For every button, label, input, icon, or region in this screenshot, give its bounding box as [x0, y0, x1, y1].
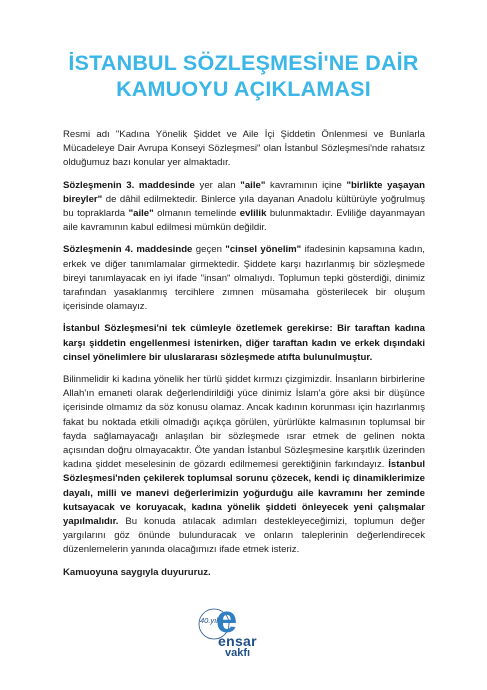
text: Bilinmelidir ki kadına yönelik her türlü şiddet kırmızı çizgimizdir. İnsanların birbirlerine Allah'ın emaneti olarak değerlendirildiği yüce dinimiz İslam'a göre aksi bir düşünce içerisinde olmamız da söz konusu olamaz. Ancak kadının korunması için hazırlanmış fakat bu noktada etkili olmadığı açıkça görülen, yürürlükte kalmasının toplumsal bir fayda sağlamayacağı anlaşılan bir sözleşmede ısrar etmek de gelinen nokta açısından doğru olmayacaktır. Öte yandan İstanbul Sözleşmesine karşıtlık üzerinden kadına şiddet meselesinin de gözardı edilmemesi gerektiğinin farkındayız.	[63, 374, 425, 471]
bold-text: "birlikte yaşayan bireyler"	[63, 179, 425, 205]
bold-text: Sözleşmenin 4. maddesinde	[63, 244, 193, 256]
page-title	[0, 50, 487, 102]
paragraph-intro: Resmi adı "Kadına Yönelik Şiddet ve Aile İçi Şiddetin Önlenmesi ve Bunlarla Mücadeleye Dair Avrupa Konseyi Sözleşmesi" olan İstanbul Sözleşmesi'nde rahatsız olduğumuz bazı konular yer almaktadır.	[63, 129, 425, 169]
text: ifadesinin kapsamına kadın, erkek ve diğer tanımlamalar girmektedir. Şiddete karşı hazırlanmış bir sözleşmede bireyi tanımlayacak en iyi ifade "insan" olmalıydı. Toplumun tepki gösterdiği, dinimiz tarafından yasaklanmış tercihlere zımnen müsamaha gösterilecek bir oluşum içerisinde olamayız.	[63, 244, 425, 313]
bold-text: "aile"	[240, 179, 266, 191]
logo-name: ensar	[218, 633, 257, 649]
ensar-vakfi-logo	[196, 599, 296, 666]
bold-text: "aile"	[128, 208, 154, 220]
statement-body	[63, 128, 425, 588]
text: yer alan	[194, 179, 241, 191]
title-line-1: İSTANBUL SÖZLEŞMESİ'NE DAİR	[68, 51, 419, 75]
bold-text: evlilik	[239, 208, 267, 220]
text: olmanın temelinde	[153, 208, 240, 220]
bold-text: "cinsel yönelim"	[225, 244, 302, 256]
bold-text: İstanbul Sözleşmesi'ni tek cümleyle özetlemek gerekirse: Bir taraftan kadına karşı şiddetin engellenmesi istenirken, diğer taraftan kadın ve erkek dışındaki cinsel yönelimlere bir uluslararası sözleşmede atıfta bulunulmuştur.	[63, 323, 425, 363]
text: Bu konuda atılacak adımları destekleyeceğimizi, toplumun değer yargılarını göz önünde bulunduracak ve onların taleplerinin değerlendirecek düzenlemelerin yanında olacağımızı ifade etmek isteriz.	[63, 516, 425, 556]
text: kavramının içine	[265, 179, 347, 191]
logo-subtitle: vakfı	[225, 647, 251, 659]
logo-letter: e	[216, 599, 238, 641]
bold-text: İstanbul Sözleşmesi'nden çekilerek toplumsal sorunu çözecek, kendi iç dinamiklerimize dayalı, milli ve manevi değerlerimizin yoğurduğu aile kavramını her zeminde kutsayacak ve koruyacak, kadına yönelik şiddeti önleyecek yeni çalışmalar yapılmalıdır.	[63, 459, 425, 528]
paragraph-conclusion	[63, 373, 425, 558]
text: geçen	[192, 244, 226, 256]
anniversary-label: 40.yıl	[200, 616, 218, 625]
bold-text: Sözleşmenin 3. maddesinde	[63, 179, 195, 191]
paragraph-summary	[63, 322, 425, 365]
paragraph-article-4	[63, 243, 425, 314]
closing-line: Kamuoyuna saygıyla duyururuz.	[63, 566, 211, 578]
title-line-2: KAMUOYU AÇIKLAMASI	[116, 77, 371, 101]
text: bulunmaktadır. Evliliğe dayanmayan aile kavramının kabul edilmesi mümkün değildir.	[63, 208, 425, 234]
paragraph-article-3	[63, 179, 425, 236]
text: de dâhil edilmektedir. Binlerce yıla dayanan Anadolu kültürüyle yoğrulmuş bu topraklarda	[63, 193, 425, 220]
